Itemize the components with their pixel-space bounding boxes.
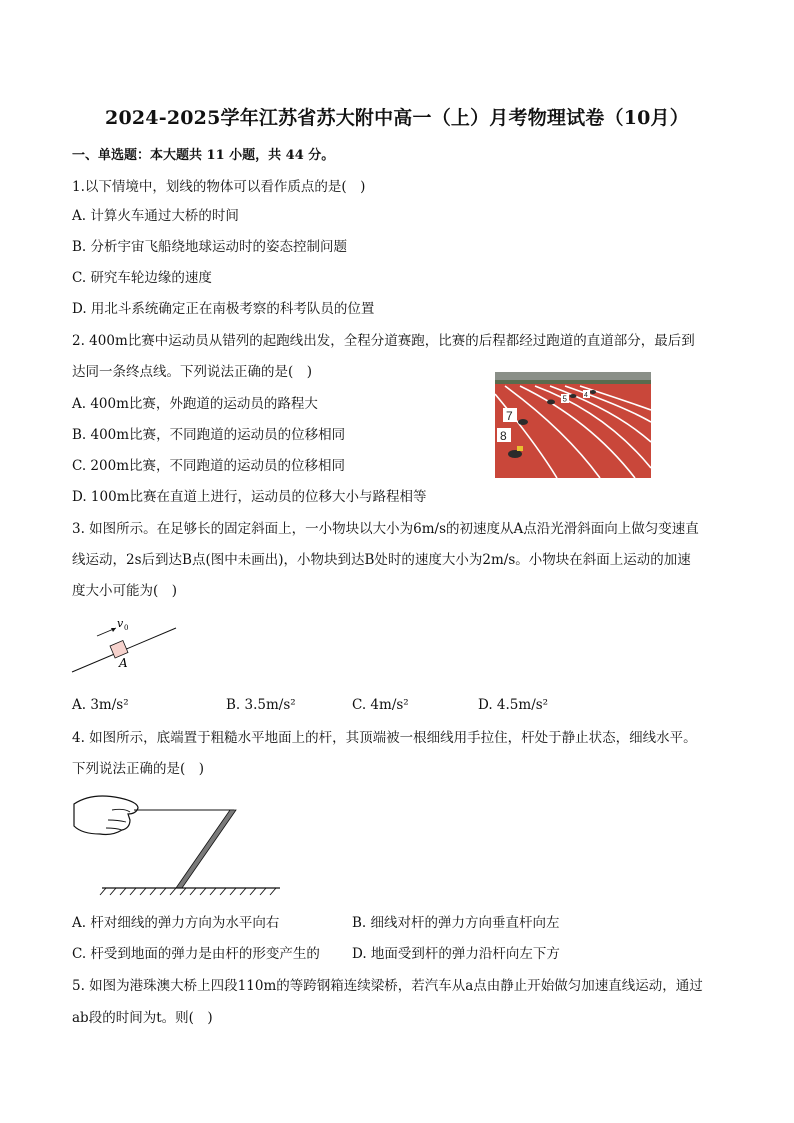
rod [176,810,236,888]
q3-option-d: D. 4.5m/s² [478,697,549,713]
q1-option-a: A. 计算火车通过大桥的时间 [72,208,239,224]
q1-option-b: B. 分析宇宙飞船绕地球运动时的姿态控制问题 [72,239,348,255]
q4-option-b: B. 细线对杆的弹力方向垂直杆向左 [352,915,560,931]
q2-stem-line2: 达同一条终点线。下列说法正确的是( ) [72,364,313,380]
incline-figure [70,612,180,674]
lane-number-8: 8 [500,429,507,443]
q2-option-a: A. 400m比赛，外跑道的运动员的路程大 [72,396,318,412]
section-heading: 一、单选题：本大题共 11 小题，共 44 分。 [72,148,335,163]
point-a-label: A [119,656,128,670]
v0-label: v [117,617,124,630]
q1-stem: 1.以下情境中，划线的物体可以看作质点的是( ) [72,179,366,195]
q4-stem-line2: 下列说法正确的是( ) [72,761,205,777]
q3-option-b: B. 3.5m/s² [226,697,296,713]
q2-option-d: D. 100m比赛在直道上进行，运动员的位移大小与路程相等 [72,489,427,505]
q1-option-d: D. 用北斗系统确定正在南极考察的科考队员的位置 [72,301,375,317]
q5-stem-line1: 5. 如图为港珠澳大桥上四段110m的等跨钢箱连续梁桥，若汽车从a点由静止开始做匀加速直线运动，通过 [72,978,703,994]
q2-stem-line1: 2. 400m比赛中运动员从错列的起跑线出发，全程分道赛跑，比赛的后程都经过跑道的直道部分，最后到 [72,333,695,349]
running-track-photo [495,372,651,478]
q2-option-b: B. 400m比赛，不同跑道的运动员的位移相同 [72,427,346,443]
q4-option-a: A. 杆对细线的弹力方向为水平向右 [72,915,280,931]
q4-stem-line1: 4. 如图所示，底端置于粗糙水平地面上的杆，其顶端被一根细线用手拉住，杆处于静止状态，细线水平。 [72,730,697,746]
v0-subscript: 0 [124,624,129,632]
q2-option-c: C. 200m比赛，不同跑道的运动员的位移相同 [72,458,345,474]
rod-and-hand-figure [72,790,282,900]
q4-option-d: D. 地面受到杆的弹力沿杆向左下方 [352,946,560,962]
lane-number-7: 7 [506,409,513,423]
lane-number-5: 5 [562,394,567,404]
q3-option-c: C. 4m/s² [352,697,409,713]
q3-stem-line2: 线运动，2s后到达B点(图中未画出)，小物块到达B处时的速度大小为2m/s。小物块在斜面上运动的加速 [72,552,691,568]
q1-option-c: C. 研究车轮边缘的速度 [72,270,212,286]
q4-option-c: C. 杆受到地面的弹力是由杆的形变产生的 [72,946,320,962]
q3-option-a: A. 3m/s² [72,697,129,713]
q5-stem-line2: ab段的时间为t。则( ) [72,1010,213,1026]
lane-number-4: 4 [584,392,588,399]
hand-icon [74,796,138,835]
q3-stem-line1: 3. 如图所示。在足够长的固定斜面上，一小物块以大小为6m/s的初速度从A点沿光滑斜面向上做匀变速直 [72,521,699,537]
q3-stem-line3: 度大小可能为( ) [72,583,178,599]
exam-title: 2024-2025学年江苏省苏大附中高一（上）月考物理试卷（10月） [105,107,689,129]
